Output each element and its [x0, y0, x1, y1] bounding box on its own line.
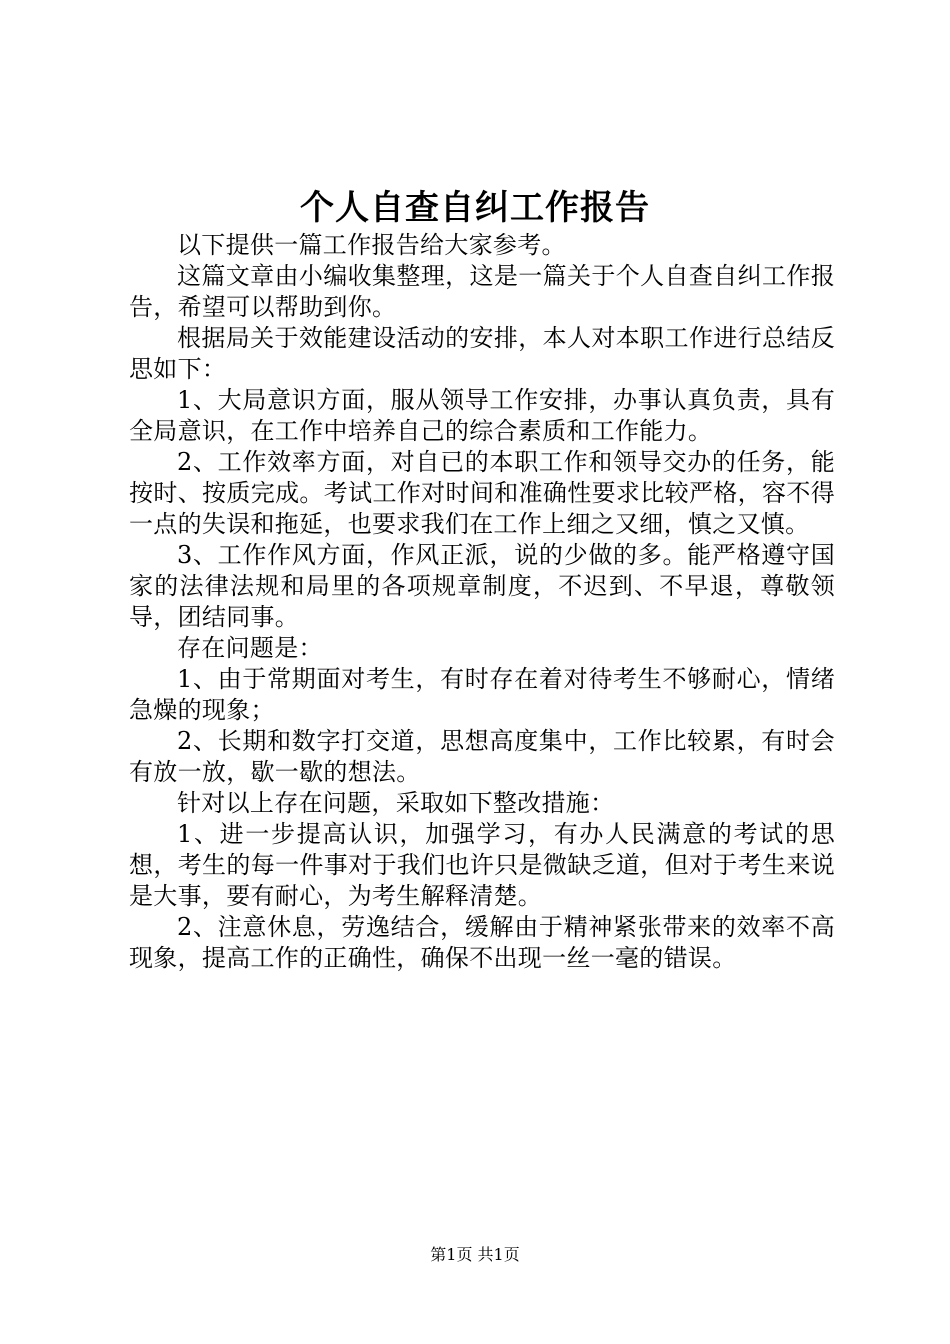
document-body	[129, 230, 835, 974]
paragraph-editor-note: 这篇文章由小编收集整理，这是一篇关于个人自查自纠工作报告，希望可以帮助到你。	[129, 262, 835, 321]
paragraph-measure-1: 1、进一步提高认识，加强学习，有办人民满意的考试的思想，考生的每一件事对于我们也许只是微缺乏道，但对于考生来说是大事，要有耐心，为考生解释清楚。	[129, 820, 835, 910]
paragraph-problems-heading: 存在问题是：	[177, 634, 323, 662]
paragraph-problem-1: 1、由于常期面对考生，有时存在着对待考生不够耐心，情绪急燥的现象；	[129, 665, 835, 724]
paragraph-measure-2: 2、注意休息，劳逸结合，缓解由于精神紧张带来的效率不高现象，提高工作的正确性，确保不出现一丝一毫的错误。	[129, 913, 835, 972]
page-footer: 第1页 共1页	[430, 1245, 520, 1264]
paragraph-context: 根据局关于效能建设活动的安排，本人对本职工作进行总结反思如下：	[129, 324, 835, 383]
paragraph-point-2: 2、工作效率方面，对自已的本职工作和领导交办的任务，能按时、按质完成。考试工作对时间和准确性要求比较严格，容不得一点的失误和拖延，也要求我们在工作上细之又细，慎之又慎。	[129, 448, 835, 538]
document-title: 个人自查自纠工作报告	[300, 188, 650, 228]
paragraph-point-3: 3、工作作风方面，作风正派，说的少做的多。能严格遵守国家的法律法规和局里的各项规章制度，不迟到、不早退，尊敬领导，团结同事。	[129, 541, 835, 631]
paragraph-measures-heading: 针对以上存在问题，采取如下整改措施：	[177, 789, 615, 817]
paragraph-point-1: 1、大局意识方面，服从领导工作安排，办事认真负责，具有全局意识，在工作中培养自己的综合素质和工作能力。	[129, 386, 835, 445]
paragraph-problem-2: 2、长期和数字打交道，思想高度集中，工作比较累，有时会有放一放，歇一歇的想法。	[129, 727, 835, 786]
paragraph-intro: 以下提供一篇工作报告给大家参考。	[177, 231, 566, 259]
